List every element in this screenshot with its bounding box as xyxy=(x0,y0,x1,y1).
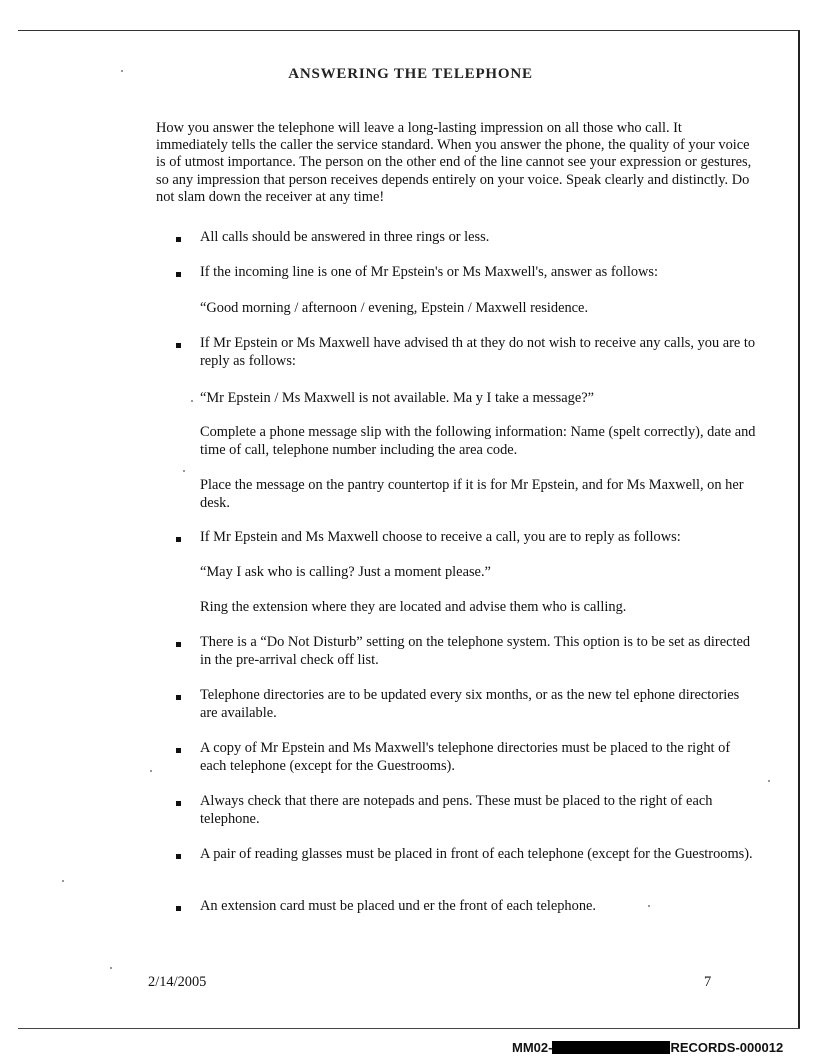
ring-extension-instruction: Ring the extension where they are located and advise them who is calling. xyxy=(200,599,627,615)
scan-speck xyxy=(110,967,112,969)
bullet-icon xyxy=(176,906,181,911)
scan-speck xyxy=(121,70,123,72)
bullet-item: All calls should be answered in three rings or less. xyxy=(200,229,490,245)
bates-prefix: MM02- xyxy=(512,1040,553,1055)
place-message-instruction: Place the message on the pantry countertop if it is for Mr Epstein, and for Ms Maxwell, on her desk. xyxy=(200,477,744,511)
footer-date: 2/14/2005 xyxy=(148,974,207,990)
bates-number xyxy=(512,1040,783,1055)
bullet-item: A pair of reading glasses must be placed in front of each telephone (except for the Guestrooms). xyxy=(200,846,753,862)
bullet-icon xyxy=(176,854,181,859)
scan-speck xyxy=(768,780,770,782)
bullet-item: If Mr Epstein or Ms Maxwell have advised th at they do not wish to receive any calls, you are to reply as follows: xyxy=(200,335,756,369)
scan-speck xyxy=(648,905,650,907)
bullet-item: An extension card must be placed und er the front of each telephone. xyxy=(200,898,596,914)
intro-paragraph: How you answer the telephone will leave a long-lasting impression on all those who call. It immediately tells the caller the service standard. When you answer the phone, the quality of your voice is of utmost importance. The person on the other end of the line cannot see your expression or gestures, so any impression that person receives depends entirely on your voice. Speak clearly and distinctly. Do not slam down the receiver at any time! xyxy=(156,120,752,205)
scan-speck xyxy=(191,400,193,402)
bullet-item: Telephone directories are to be updated every six months, or as the new tel ephone directories are available. xyxy=(200,687,740,721)
bullet-item: A copy of Mr Epstein and Ms Maxwell's telephone directories must be placed to the right of each telephone (except for the Guestrooms). xyxy=(200,740,731,774)
bullet-icon xyxy=(176,695,181,700)
bullet-item: There is a “Do Not Disturb” setting on the telephone system. This option is to be set as directed in the pre-arrival check off list. xyxy=(200,634,751,668)
scan-speck xyxy=(62,880,64,882)
bullet-icon xyxy=(176,537,181,542)
bullet-item: If the incoming line is one of Mr Epstein's or Ms Maxwell's, answer as follows: xyxy=(200,264,659,280)
page-title: ANSWERING THE TELEPHONE xyxy=(288,66,533,82)
bullet-icon xyxy=(176,801,181,806)
message-slip-instruction: Complete a phone message slip with the following information: Name (spelt correctly), date and time of call, telephone number including the area code. xyxy=(200,424,756,458)
bates-suffix: RECORDS-000012 xyxy=(670,1040,784,1055)
bullet-item: If Mr Epstein and Ms Maxwell choose to receive a call, you are to reply as follows: xyxy=(200,529,681,545)
not-available-script: “Mr Epstein / Ms Maxwell is not available. Ma y I take a message?” xyxy=(200,390,595,406)
may-i-ask-script: “May I ask who is calling? Just a moment please.” xyxy=(200,564,491,580)
bullet-icon xyxy=(176,343,181,348)
scan-speck xyxy=(183,470,185,472)
bottom-rule xyxy=(18,1028,800,1029)
bullet-icon xyxy=(176,272,181,277)
bullet-item: Always check that there are notepads and pens. These must be placed to the right of each telephone. xyxy=(200,793,713,827)
greeting-script: “Good morning / afternoon / evening, Epstein / Maxwell residence. xyxy=(200,300,589,316)
bullet-icon xyxy=(176,642,181,647)
page-number: 7 xyxy=(704,974,712,990)
bullet-icon xyxy=(176,237,181,242)
bullet-icon xyxy=(176,748,181,753)
redaction-bar xyxy=(552,1041,670,1054)
scan-speck xyxy=(150,770,152,772)
